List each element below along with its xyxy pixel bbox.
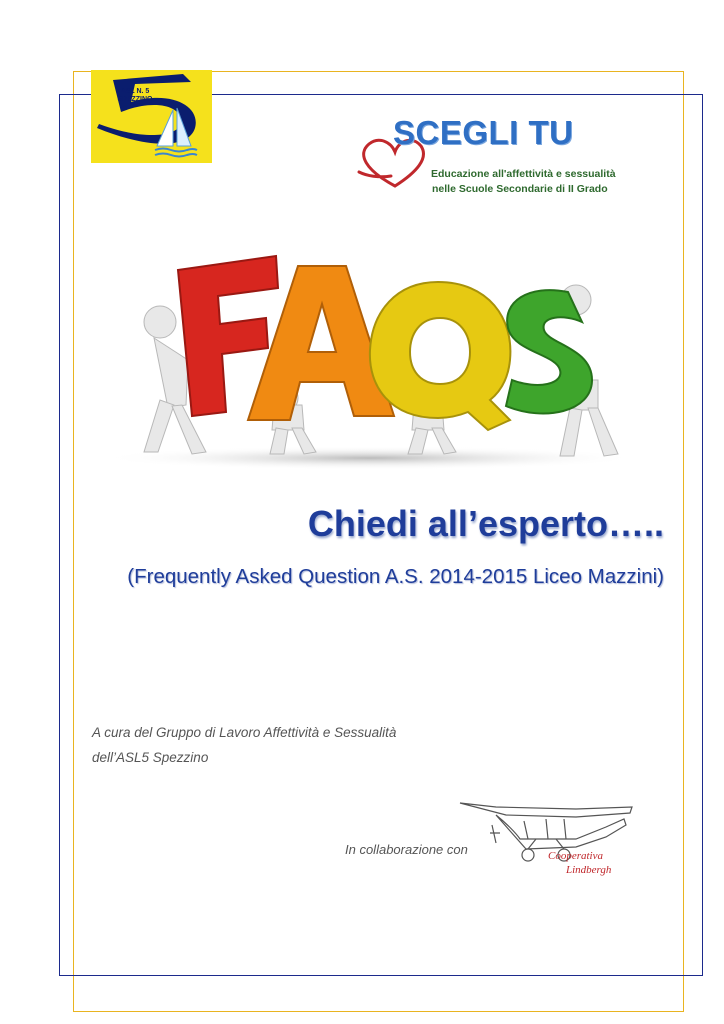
- asl-label: [105, 88, 165, 104]
- airplane-icon: [460, 803, 632, 861]
- campaign-title: SCEGLI TU: [393, 114, 574, 151]
- cooperativa-lindbergh-logo: [456, 793, 634, 883]
- campaign-subtitle-line2: nelle Scuole Secondarie di II Grado: [432, 183, 608, 195]
- credit-line-1: A cura del Gruppo di Lavoro Affettività e Sessualità: [92, 725, 397, 740]
- partner-name-line2: Lindbergh: [566, 864, 612, 876]
- asl-logo: [91, 70, 212, 163]
- partner-name-line1: Cooperativa: [548, 850, 603, 862]
- faqs-illustration: [98, 230, 642, 472]
- scegli-tu-logo: [355, 108, 655, 198]
- campaign-subtitle-line1: Educazione all'affettività e sessualità: [431, 168, 616, 180]
- credit-line-2: dell’ASL5 Spezzino: [92, 750, 209, 765]
- credits: [92, 720, 396, 770]
- asl-label-line1: ASL N. 5: [120, 88, 150, 95]
- document-subtitle: (Frequently Asked Question A.S. 2014-2015 Liceo Mazzini): [127, 565, 664, 588]
- partner-name: [548, 850, 612, 876]
- asl-label-line2: SPEZZINO: [117, 96, 153, 103]
- collaboration-label: In collaborazione con: [345, 842, 468, 857]
- document-title: Chiedi all’esperto…..: [307, 503, 664, 544]
